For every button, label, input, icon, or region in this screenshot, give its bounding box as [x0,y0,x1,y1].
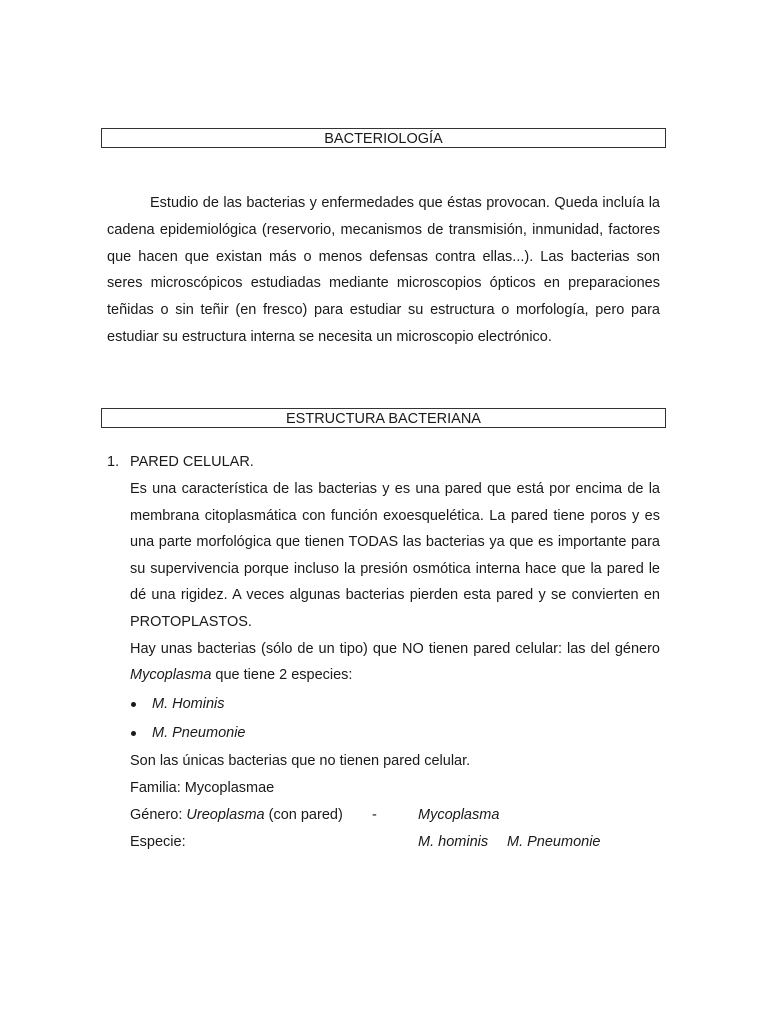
section-paragraph-2 [130,636,660,689]
bullet-icon [131,702,136,707]
species-list [130,690,660,748]
section-number: 1. [107,454,120,470]
heading-estructura-bacteriana: ESTRUCTURA BACTERIANA [101,408,666,428]
species-item-label: M. Hominis [152,695,225,712]
species-hominis: M. hominis [418,833,489,850]
genus-note: (con pared) [264,806,343,823]
paragraph-2-start: Hay unas bacterias (sólo de un tipo) que NO tienen pared celular: las del género [130,640,660,657]
genus-mycoplasma: Mycoplasma [130,667,212,684]
species-item-label: M. Pneumonie [152,724,246,741]
genus-label-group [130,802,343,829]
section-pared-celular [107,449,660,856]
genus-dash: - [372,806,377,823]
list-item [130,719,660,748]
paragraph-2-end: que tiene 2 especies: [211,667,353,684]
bullet-icon [131,731,136,736]
section-heading [107,449,660,476]
species-pneumonie: M. Pneumonie [507,833,601,850]
family-line: Familia: Mycoplasmae [130,779,275,796]
species-row [130,829,660,856]
genus-mycoplasma-column: Mycoplasma [418,806,500,823]
genus-ureoplasma: Ureoplasma [186,806,265,823]
genus-label: Género: [130,806,187,823]
section-title: PARED CELULAR. [130,454,254,470]
intro-paragraph: Estudio de las bacterias y enfermedades que éstas provocan. Queda incluía la cadena epidemiológica (reservorio, mecanismos de transmisión, inmunidad, factores que hacen que existan más o menos defensas contra ellas...). Las bacterias son seres microscópicos estudiadas mediante microscopios ópticos en preparaciones teñidas o sin teñir (en fresco) para estudiar su estructura o morfología, pero para estudiar su estructura interna se necesita un microscopio electrónico. [107,195,660,345]
list-item [130,690,660,719]
species-label: Especie: [130,833,186,850]
unique-statement: Son las únicas bacterias que no tienen pared celular. [130,752,471,769]
section-paragraph-1: Es una característica de las bacterias y es una pared que está por encima de la membrana citoplasmática con función exoesquelética. La pared tiene poros y es una parte morfológica que tienen TODAS las bacterias ya que es importante para su supervivencia porque incluso la presión osmótica interna hace que la pared le dé una rigidez. A veces algunas bacterias pierden esta pared y se convierten en PROTOPLASTOS. [130,481,660,630]
heading-bacteriologia: BACTERIOLOGÍA [101,128,666,148]
genus-row [130,802,660,829]
